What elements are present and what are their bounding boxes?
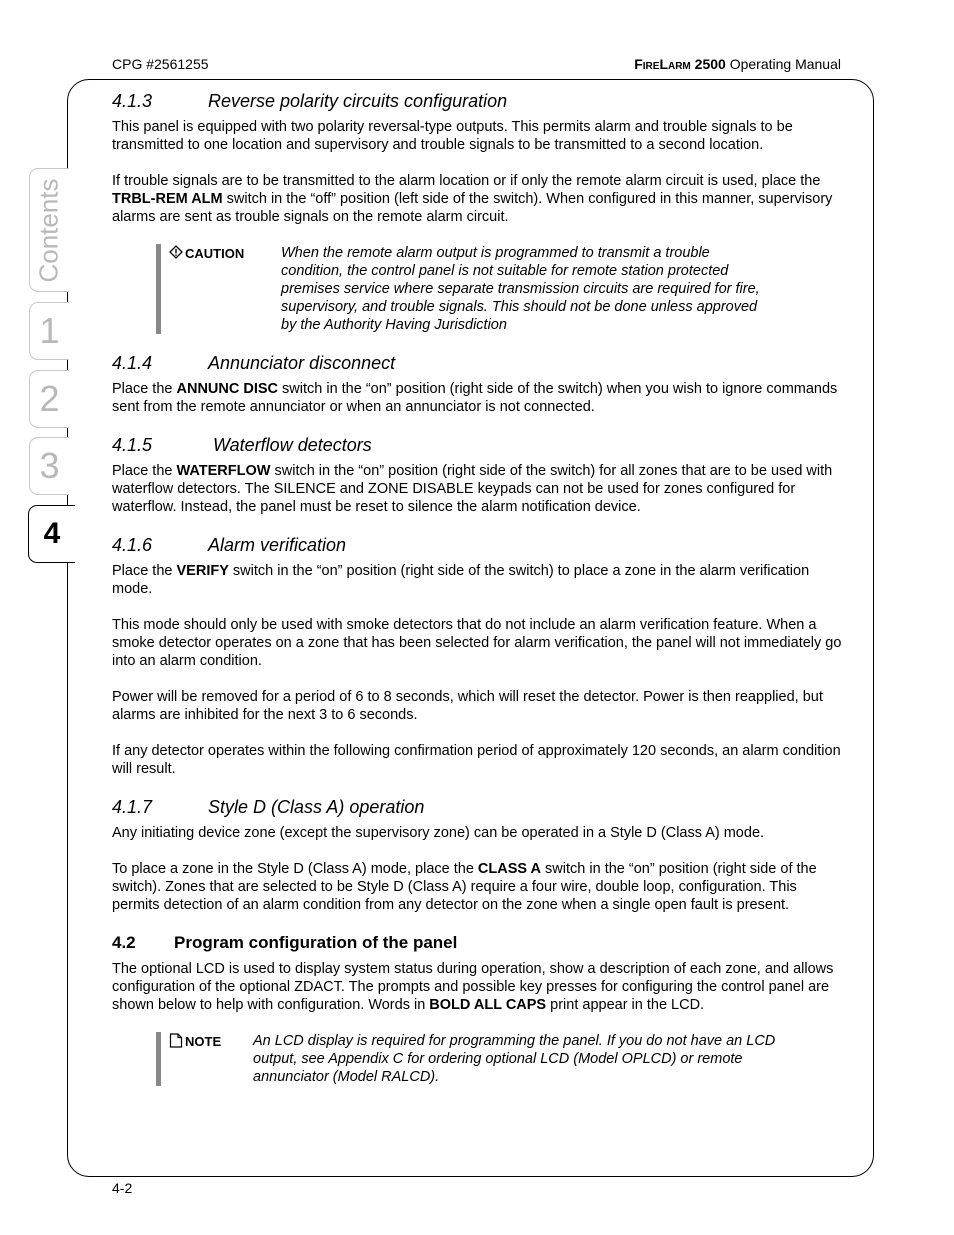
section-title: Waterflow detectors — [208, 435, 372, 455]
paragraph: Place the VERIFY switch in the “on” position (right side of the switch) to place a zone in the alarm verification mode. — [112, 563, 810, 597]
manual-title — [634, 56, 841, 72]
paragraph: If trouble signals are to be transmitted to the alarm location or if only the remote alarm circuit is used, place the TRBL-REM ALM switch in the “off” position (left side of the switch). When configured in this manner, supervisory alarms are sent as trouble signals on the remote alarm circuit. — [112, 173, 833, 225]
section-number: 4.1.7 — [112, 797, 153, 817]
paragraph: To place a zone in the Style D (Class A) mode, place the CLASS A switch in the “on” position (right side of the switch). Zones that are selected to be Style D (Class A) require a four wire, double loop, configuration. This permits detection of an alarm condition from any detector on the zone when a single open fault is present. — [112, 861, 817, 913]
emphasis: BOLD ALL CAPS — [429, 997, 547, 1013]
caution-icon — [169, 245, 183, 259]
heading-4-2 — [112, 932, 842, 954]
caution-label: CAUTION — [169, 244, 281, 334]
tab-contents[interactable] — [29, 168, 69, 292]
section-title: Reverse polarity circuits configuration — [208, 91, 508, 111]
switch-name: CLASS A — [477, 861, 542, 877]
heading-4-1-4 — [112, 352, 842, 374]
switch-name: TRBL-REM ALM — [112, 191, 223, 207]
note-text: An LCD display is required for programming the panel. If you do not have an LCD output, see Appendix C for ordering optional LCD (Model OPLCD) or remote annunciator (Model RALCD). — [253, 1033, 776, 1085]
tab-chapter-4[interactable]: 4 — [28, 505, 75, 563]
paragraph: The optional LCD is used to display system status during operation, show a description of each zone, and allows configuration of the optional ZDACT. The prompts and possible key presses for configuring the control panel are shown below to help with configuration. Words in BOLD ALL CAPS print appear in the LCD. — [112, 961, 834, 1013]
switch-name: VERIFY — [176, 563, 229, 579]
paragraph: Place the WATERFLOW switch in the “on” position (right side of the switch) for all zones that are to be used with waterflow detectors. The SILENCE and ZONE DISABLE keypads can not be used for zones configured for waterflow. Instead, the panel must be reset to silence the alarm notification device. — [112, 463, 833, 515]
section-title: Program configuration of the panel — [174, 933, 458, 952]
section-number: 4.1.5 — [112, 435, 153, 455]
note-icon — [169, 1033, 183, 1048]
switch-name: WATERFLOW — [176, 463, 271, 479]
section-title: Annunciator disconnect — [208, 353, 396, 373]
caution-box — [156, 244, 842, 334]
section-number: 4.1.4 — [112, 353, 153, 373]
section-title: Alarm verification — [208, 535, 347, 555]
page-number: 4-2 — [112, 1180, 133, 1196]
tab-chapter-1[interactable]: 1 — [29, 302, 69, 360]
section-number: 4.1.6 — [112, 535, 153, 555]
switch-name: ANNUNC DISC — [176, 381, 278, 397]
section-title: Style D (Class A) operation — [208, 797, 425, 817]
section-number: 4.1.3 — [112, 91, 153, 111]
heading-4-1-3 — [112, 90, 842, 112]
section-number: 4.2 — [112, 933, 136, 952]
tab-contents-label: Contents — [34, 177, 65, 283]
paragraph: Any initiating device zone (except the supervisory zone) can be operated in a Style D (Class A) mode. — [112, 825, 765, 841]
model-number: 2500 — [694, 56, 726, 72]
page-content — [112, 90, 842, 1104]
tab-chapter-3[interactable]: 3 — [29, 437, 69, 495]
note-label: NOTE — [169, 1032, 253, 1086]
paragraph: This mode should only be used with smoke detectors that do not include an alarm verification feature. When a smoke detector operates on a zone that has been selected for alarm verification, the panel will not immediately go into an alarm condition. — [112, 617, 842, 669]
note-box — [156, 1032, 842, 1086]
paragraph: Power will be removed for a period of 6 to 8 seconds, which will reset the detector. Power is then reapplied, but alarms are inhibited for the next 3 to 6 seconds. — [112, 689, 823, 723]
brand-name: FireLarm — [634, 56, 691, 72]
paragraph: Place the ANNUNC DISC switch in the “on” position (right side of the switch) when you wish to ignore commands sent from the remote annunciator or when an annunciator is not connected. — [112, 381, 838, 415]
paragraph: This panel is equipped with two polarity reversal-type outputs. This permits alarm and trouble signals to be transmitted to one location and supervisory and trouble signals to be transmitted to a second location. — [112, 119, 793, 153]
heading-4-1-5 — [112, 434, 842, 456]
paragraph: If any detector operates within the following confirmation period of approximately 120 seconds, an alarm condition will result. — [112, 743, 841, 777]
tab-chapter-2[interactable]: 2 — [29, 370, 69, 428]
doc-number: CPG #2561255 — [112, 56, 209, 72]
heading-4-1-6 — [112, 534, 842, 556]
manual-label: Operating Manual — [729, 56, 841, 72]
caution-text: When the remote alarm output is programmed to transmit a trouble condition, the control panel is not suitable for remote station protected premises service where separate transmission circuits are required for fire, supervisory, and trouble signals. This should not be done unless approved by the Authority Having Jurisdiction — [281, 245, 760, 333]
heading-4-1-7 — [112, 796, 842, 818]
